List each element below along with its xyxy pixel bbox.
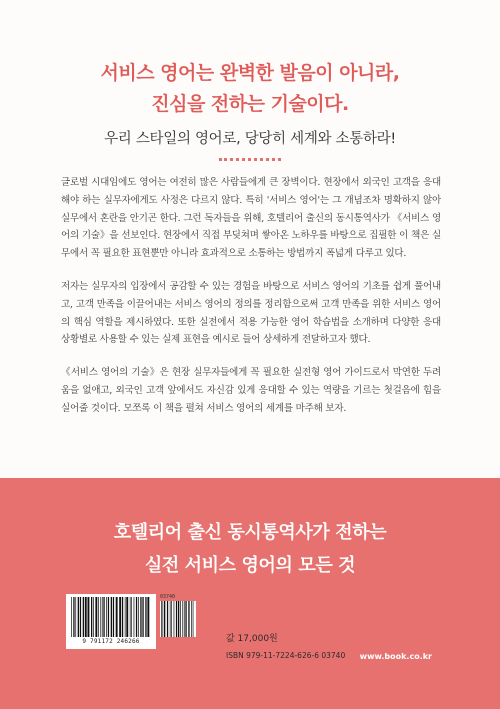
barcode-bar (78, 597, 79, 637)
barcode-bar (182, 601, 183, 637)
barcode-bar (126, 597, 128, 637)
barcode-bar (93, 597, 94, 637)
barcode-bar (91, 597, 92, 637)
barcode-bar (106, 597, 107, 637)
barcode-bar (140, 597, 141, 637)
barcode-bar (167, 601, 168, 637)
barcode-bar (136, 597, 137, 637)
barcode-bar (185, 601, 186, 637)
barcode-bar (98, 597, 99, 637)
barcode-bar (178, 601, 179, 637)
barcode-bars (70, 597, 152, 637)
band-headline (0, 516, 500, 582)
barcode-bar (138, 597, 139, 637)
price: 값 17,000원 (226, 634, 278, 644)
description-body (61, 174, 441, 418)
barcode-bar (80, 597, 81, 637)
barcode-bar (163, 601, 164, 637)
barcode-bar (188, 601, 189, 637)
dotted-divider (219, 158, 281, 161)
barcode-bar (119, 597, 121, 637)
publisher-website: www.book.co.kr (359, 652, 432, 661)
addon-digits: 03740 (160, 594, 176, 600)
description-paragraph-1: 글로벌 시대임에도 영어는 여전히 많은 사람들에게 큰 장벽이다. 현장에서 외국인 고객을 응대해야 하는 실무자에게도 사정은 다르지 않다. 특히 '서비스 영어'는 그 개념조차 명확하지 않아 실무에서 혼란을 안기곤 한다. 그런 독자들을 위해, 호텔리어 출신의 동시통역사가 《서비스 영어의 기술》을 선보인다. 현장에서 직접 부딪쳐며 쌓아온 노하우를 바탕으로 집필한 이 책은 실무에서 꼭 필요한 표현뿐만 아니라 효과적으로 소통하는 방법까지 폭넓게 다루고 있다. (61, 177, 441, 260)
barcode-bar (131, 597, 132, 637)
barcode-bar (184, 601, 185, 637)
headline-line-1: 서비스 영어는 완벽한 발음이 아니라, (100, 62, 400, 84)
barcode-bar (125, 597, 126, 637)
isbn-barcode (66, 594, 156, 649)
barcode-digits: 9 791172 246266 (82, 638, 140, 645)
barcode-bar (85, 597, 87, 637)
barcode-bar (88, 597, 90, 637)
headline-line-2: 진심을 전하는 기술이다. (151, 93, 349, 115)
description-paragraph-2: 저자는 실무자의 입장에서 공감할 수 있는 경험을 바탕으로 서비스 영어의 기초를 쉽게 풀어내고, 고객 만족을 이끌어내는 서비스 영어의 정의를 정리함으로써 고객 만족을 위한 서비스 영어의 핵심 역할을 제시하였다. 또한 실전에서 적용 가능한 영어 학습법을 소개하며 다양한 응대 상황별로 사용할 수 있는 실제 표현을 예시로 들어 상세하게 전달하고자 했다. (61, 280, 441, 346)
bottom-band (0, 478, 500, 709)
barcode-bar (102, 597, 103, 637)
barcode-bar (134, 597, 135, 637)
barcode-bar (145, 597, 146, 637)
band-headline-line-1: 호텔리어 출신 동시통역사가 전하는 (113, 522, 387, 543)
barcode-bar (161, 601, 162, 637)
headline (0, 58, 500, 120)
barcode-bar (100, 597, 101, 637)
barcode-bar (108, 597, 109, 637)
barcode-bar (75, 597, 76, 637)
barcode-bar (73, 597, 74, 637)
barcode-bar (130, 597, 131, 637)
barcode-bar (174, 601, 175, 637)
barcode-bar (176, 601, 177, 637)
barcode-bar (171, 601, 172, 637)
barcode-bar (103, 597, 104, 637)
isbn-number: ISBN 979-11-7224-626-6 03740 (226, 651, 346, 660)
barcode-bar (95, 597, 97, 637)
barcode-bar (147, 597, 149, 637)
description-paragraph-3: 《서비스 영어의 기술》은 현장 실무자들에게 꼭 필요한 실전형 영어 가이드로서 막연한 두려움을 없애고, 외국인 고객 앞에서도 자신감 있게 응대할 수 있는 역량을 기르는 첫걸음에 힘을 실어줄 것이다. 모쪼록 이 책을 펼쳐 서비스 영어의 세계를 마주해 보자. (61, 367, 441, 414)
barcode-bar (122, 597, 123, 637)
addon-barcode (160, 601, 196, 637)
barcode-bar (142, 597, 143, 637)
barcode-bar (116, 597, 118, 637)
addon-barcode-bars (160, 601, 196, 637)
barcode-bar (170, 601, 171, 637)
subheadline: 우리 스타일의 영어로, 당당히 세계와 소통하라! (104, 131, 396, 147)
barcode-bar (113, 597, 114, 637)
band-headline-line-2: 실전 서비스 영어의 모든 것 (144, 555, 356, 576)
barcode-bar (164, 601, 165, 637)
barcode-bar (180, 601, 181, 637)
barcode-bar (71, 597, 72, 637)
barcode-bar (193, 601, 194, 637)
barcode-bar (111, 597, 112, 637)
barcode-bar (83, 597, 84, 637)
barcode-bar (191, 601, 192, 637)
